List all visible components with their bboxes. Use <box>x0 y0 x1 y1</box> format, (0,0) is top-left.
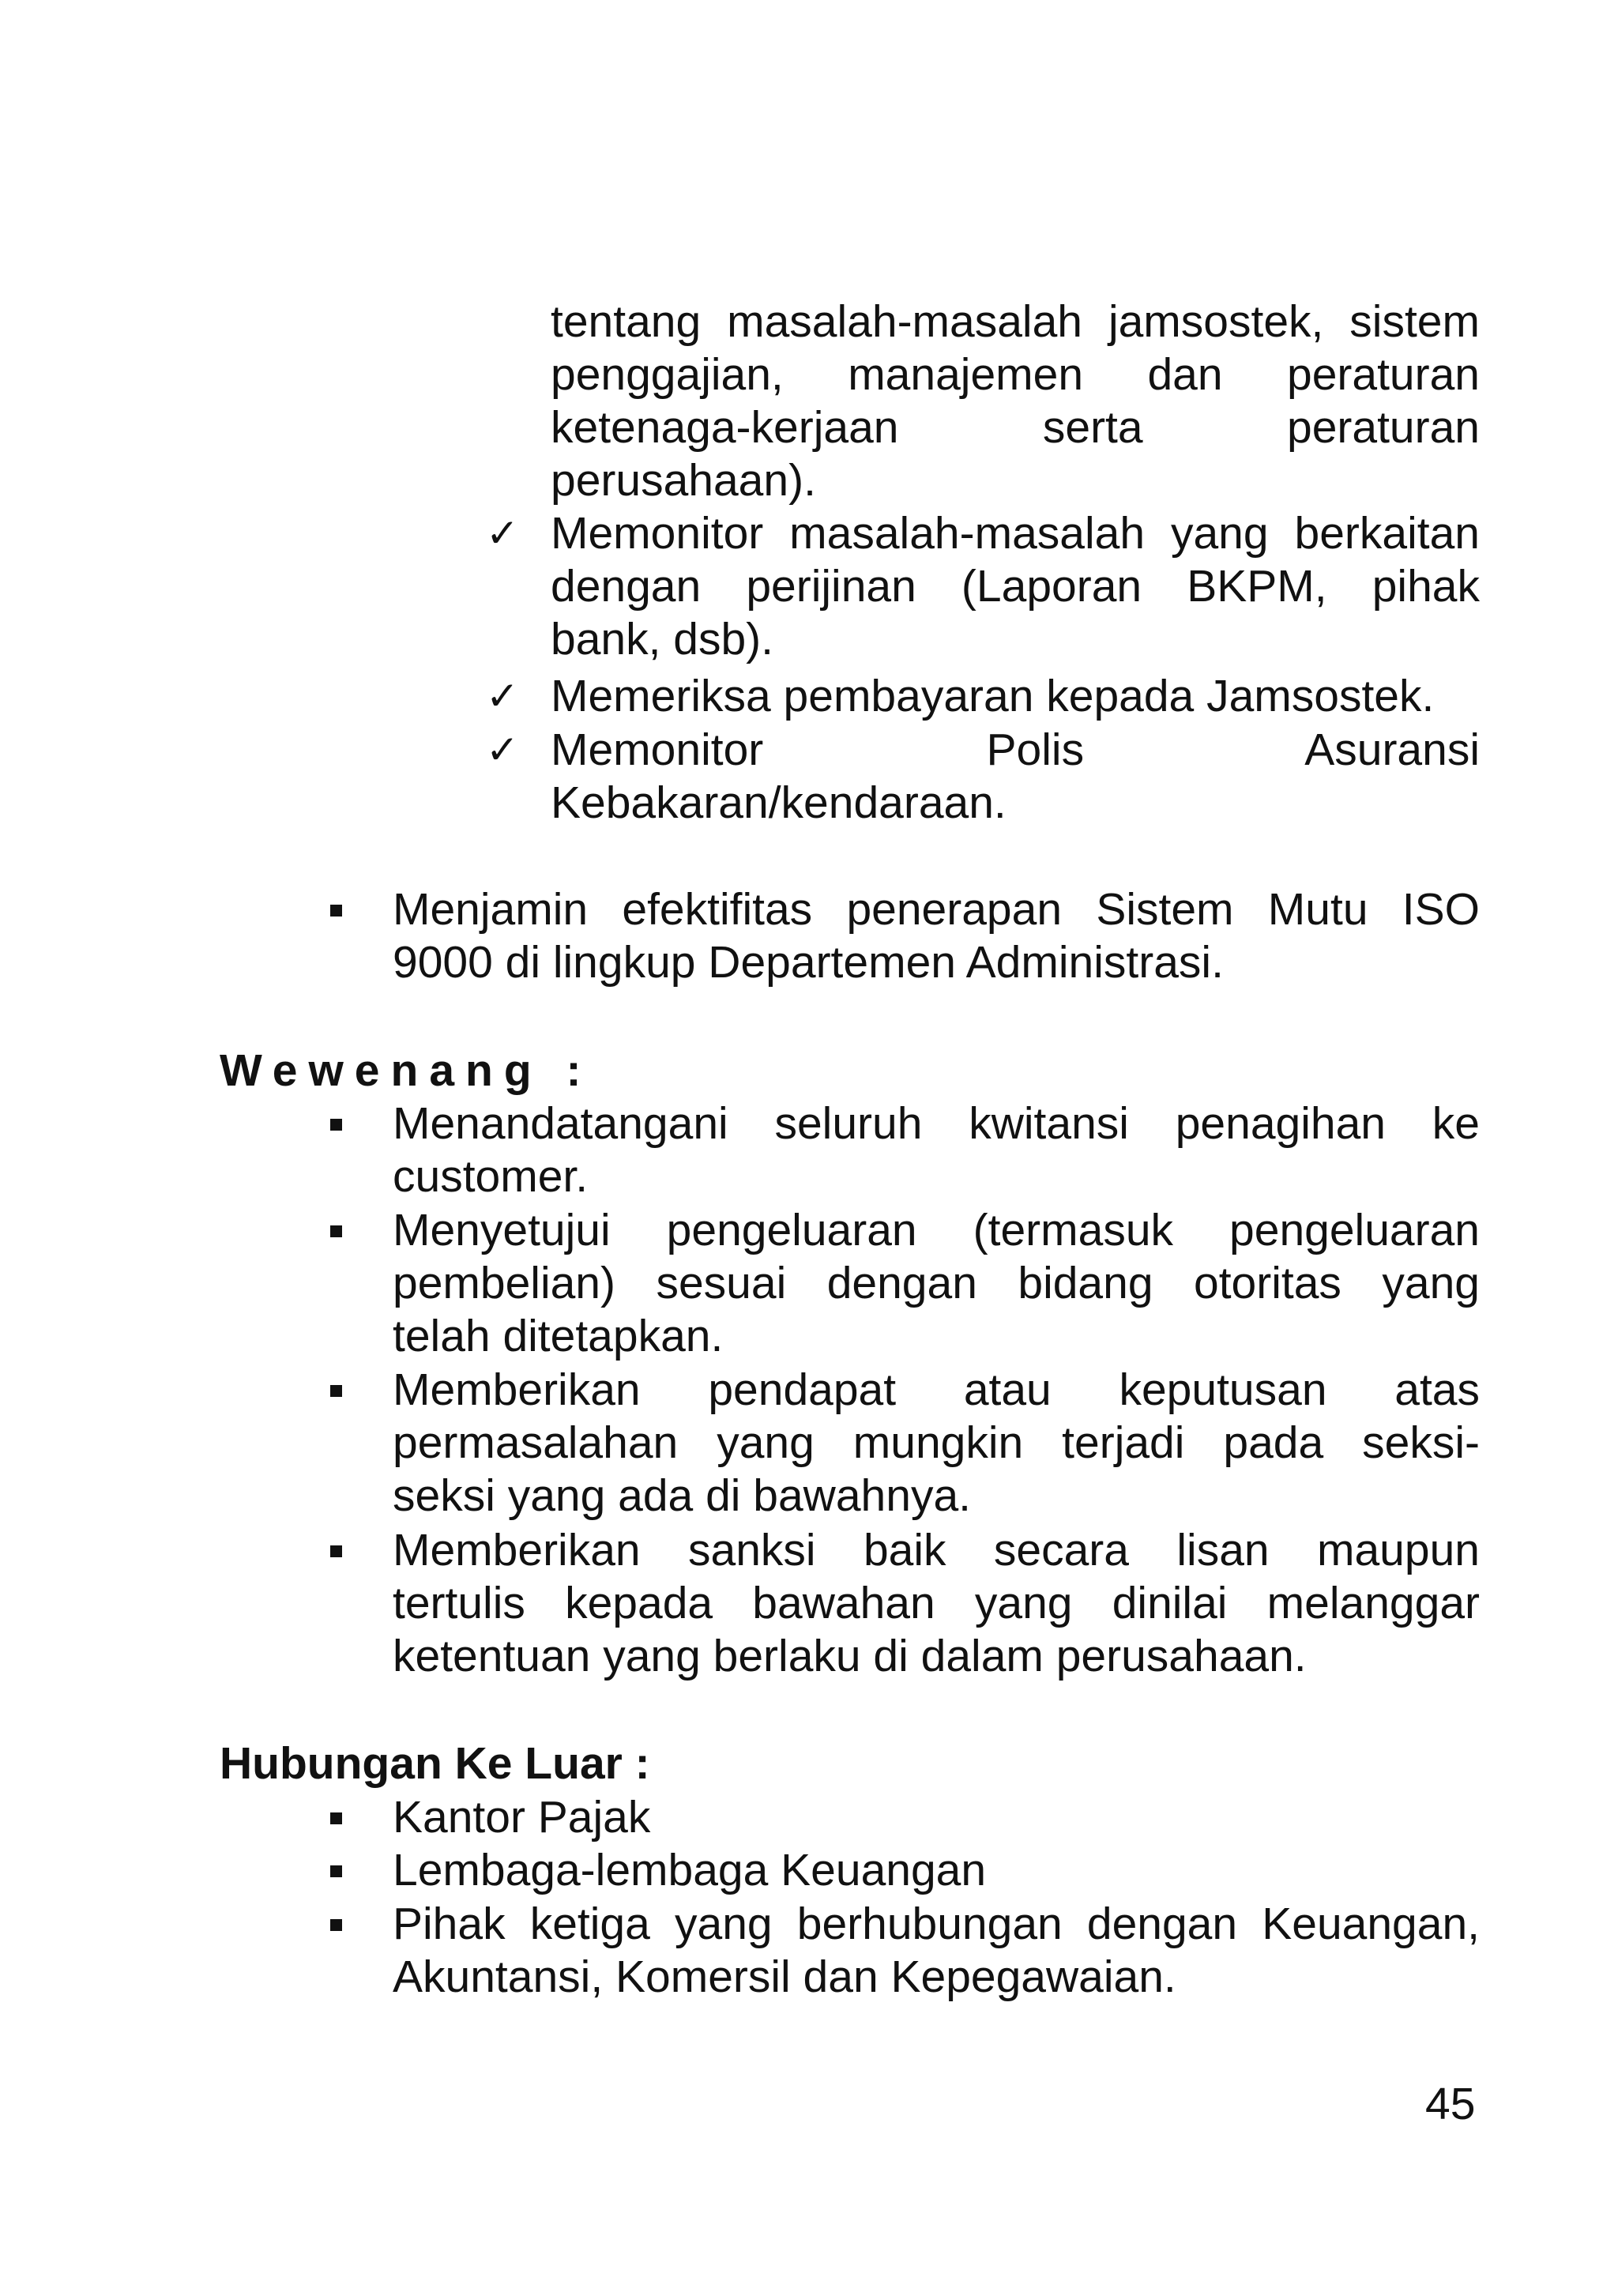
text-line: pembelian) sesuai dengan bidang otoritas yang <box>393 1258 1480 1308</box>
text-line: customer. <box>393 1151 589 1202</box>
text-line: tentang masalah-masalah jamsostek, sistem <box>551 296 1480 347</box>
square-bullet-icon <box>330 1865 342 1877</box>
square-bullet-icon <box>330 1919 342 1931</box>
checkmark-icon: ✓ <box>486 728 519 772</box>
list-item <box>393 1524 1480 1683</box>
square-bullet-icon <box>330 905 342 917</box>
list-item <box>393 1097 1480 1203</box>
text-line: Menandatangani seluruh kwitansi penagihan ke <box>393 1098 1480 1149</box>
square-bullet-icon <box>330 1545 342 1557</box>
list-item <box>393 1898 1480 2004</box>
text-line: dengan perijinan (Laporan BKPM, pihak <box>551 561 1480 612</box>
square-bullet-icon <box>330 1225 342 1237</box>
text-line: Akuntansi, Komersil dan Kepegawaian. <box>393 1952 1176 2002</box>
text-line: Lembaga-lembaga Keuangan <box>393 1845 987 1895</box>
text-line: ketentuan yang berlaku di dalam perusahaan. <box>393 1631 1307 1681</box>
square-bullet-icon <box>330 1812 342 1824</box>
section-heading-hubungan: Hubungan Ke Luar : <box>220 1738 650 1789</box>
intro-paragraph <box>551 295 1480 507</box>
text-line: Memeriksa pembayaran kepada Jamsostek. <box>551 671 1435 721</box>
check-item <box>551 724 1480 830</box>
text-line: 9000 di lingkup Departemen Administrasi. <box>393 937 1224 988</box>
text-line: Memberikan pendapat atau keputusan atas <box>393 1364 1480 1415</box>
list-item <box>393 1844 1480 1897</box>
text-line: Memberikan sanksi baik secara lisan maupun <box>393 1525 1480 1575</box>
checkmark-icon: ✓ <box>486 511 519 555</box>
square-bullet-icon <box>330 1385 342 1397</box>
bullet-item-iso <box>393 883 1480 989</box>
text-line: Memonitor masalah-masalah yang berkaitan <box>551 508 1480 559</box>
text-line: permasalahan yang mungkin terjadi pada seksi- <box>393 1417 1480 1468</box>
text-line: Memonitor Polis Asuransi <box>551 725 1480 775</box>
text-line: ketenaga-kerjaan serta peraturan <box>551 402 1480 453</box>
check-item <box>551 507 1480 666</box>
check-item <box>551 670 1480 723</box>
checkmark-icon: ✓ <box>486 674 519 718</box>
list-item <box>393 1204 1480 1363</box>
square-bullet-icon <box>330 1119 342 1131</box>
text-line: telah ditetapkan. <box>393 1311 724 1361</box>
text-line: Menjamin efektifitas penerapan Sistem Mutu ISO <box>393 884 1480 935</box>
list-item <box>393 1791 1480 1844</box>
text-line: Pihak ketiga yang berhubungan dengan Keuangan, <box>393 1899 1480 1949</box>
text-line: Kantor Pajak <box>393 1792 651 1842</box>
text-line: Kebakaran/kendaraan. <box>551 777 1007 828</box>
text-line: seksi yang ada di bawahnya. <box>393 1470 971 1521</box>
text-line: perusahaan). <box>551 455 816 506</box>
text-line: bank, dsb). <box>551 614 773 664</box>
text-line: Menyetujui pengeluaran (termasuk pengeluaran <box>393 1205 1480 1255</box>
page-number: 45 <box>1425 2079 1476 2129</box>
list-item <box>393 1364 1480 1523</box>
section-heading-wewenang: Wewenang : <box>220 1045 593 1096</box>
text-line: penggajian, manajemen dan peraturan <box>551 349 1480 400</box>
text-line: tertulis kepada bawahan yang dinilai melanggar <box>393 1578 1480 1628</box>
